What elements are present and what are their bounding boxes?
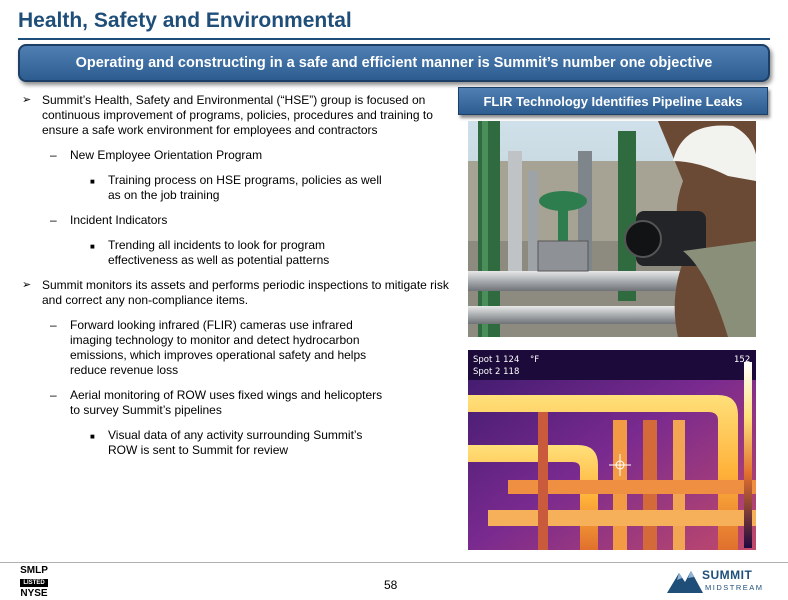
bullet-monitoring (22, 278, 452, 308)
flir-heading (458, 87, 768, 115)
dash-bullet-icon: – (50, 213, 57, 227)
page-title: Health, Safety and Environmental (18, 9, 352, 32)
dash-bullet-icon: – (50, 388, 57, 402)
page-number: 58 (384, 578, 398, 592)
bullet-text: Visual data of any activity surrounding Summit’s ROW is sent to Summit for review (108, 428, 363, 457)
dash-bullet-icon: – (50, 318, 57, 332)
bullet-text: Forward looking infrared (FLIR) cameras use infrared imaging technology to monitor and detect hydrocarbon emissions, which improves operational safety and helps reduce revenue loss (70, 318, 367, 377)
bullet-text: Summit’s Health, Safety and Environmental (“HSE”) group is focused on continuous improvement of programs, policies, procedures and training to ensure a safe work environment for employees and contractors (42, 93, 433, 137)
thermal-max-value: 152 (734, 355, 751, 365)
arrow-bullet-icon: ➢ (22, 279, 32, 291)
flir-heading-text: FLIR Technology Identifies Pipeline Leaks (483, 93, 743, 109)
banner-text: Operating and constructing in a safe and efficient manner is Summit’s number one objective (75, 55, 713, 71)
bullet-text: Trending all incidents to look for program effectiveness as well as potential patterns (108, 238, 330, 267)
thermal-spot2-readout: Spot 2 118 (473, 367, 520, 377)
thermal-spot1-readout: Spot 1 124 (473, 355, 520, 365)
nyse-listing-badge (18, 565, 50, 599)
exchange-name: NYSE (20, 588, 48, 599)
thermal-unit-label: °F (530, 355, 540, 365)
square-bullet-icon: ■ (90, 177, 95, 186)
flir-thermal-image (468, 350, 756, 550)
arrow-bullet-icon: ➢ (22, 94, 32, 106)
sub-bullet-flir (22, 318, 392, 378)
bullet-hse-group (22, 93, 452, 138)
logo-subtitle: MIDSTREAM (705, 583, 764, 592)
square-bullet-icon: ■ (90, 432, 95, 441)
bullet-text: Incident Indicators (70, 213, 168, 227)
sub-bullet-orientation (22, 148, 392, 163)
logo-name: SUMMIT (702, 568, 753, 582)
dash-bullet-icon: – (50, 148, 57, 162)
mountain-icon (665, 565, 705, 595)
bullet-text: Training process on HSE programs, policies as well as on the job training (108, 173, 382, 202)
bullet-text: Aerial monitoring of ROW uses fixed wings and helicopters to survey Summit’s pipelines (70, 388, 383, 417)
bullet-text: Summit monitors its assets and performs periodic inspections to mitigate risk and correct any non-compliance items. (42, 278, 449, 307)
pipeline-inspection-photo (468, 121, 756, 337)
square-bullet-icon: ■ (90, 242, 95, 251)
bullet-list (22, 93, 452, 468)
bullet-text: New Employee Orientation Program (70, 148, 263, 162)
listed-tag: LISTED (20, 579, 47, 587)
objective-banner (18, 44, 770, 82)
sub-bullet-incident (22, 213, 392, 228)
ticker-symbol: SMLP (20, 565, 48, 576)
summit-midstream-logo (665, 565, 775, 597)
footer-divider (0, 562, 788, 563)
title-divider (18, 38, 770, 40)
sub-sub-bullet-training (22, 173, 392, 203)
sub-sub-bullet-visual-data (22, 428, 392, 458)
sub-sub-bullet-trending (22, 238, 392, 268)
sub-bullet-aerial (22, 388, 392, 418)
